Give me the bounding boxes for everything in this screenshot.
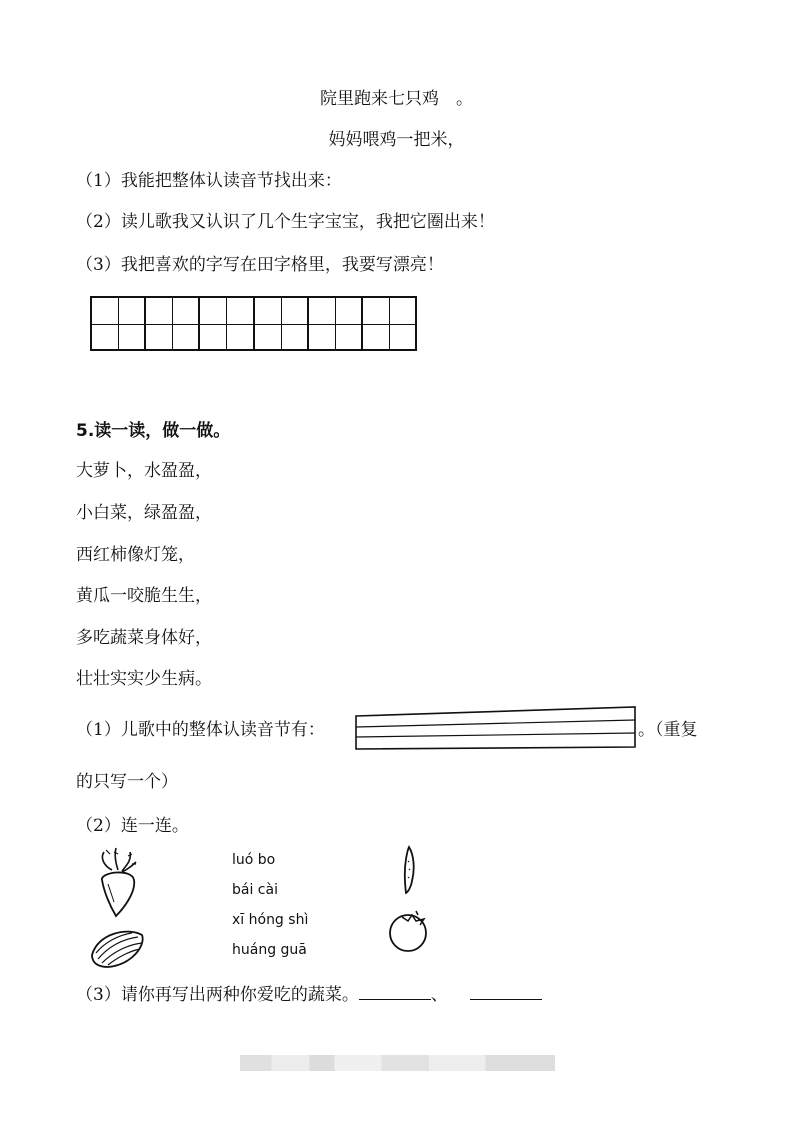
answer-blank-2[interactable]: [470, 985, 542, 1000]
q5-sub3-text: （3）请你再写出两种你爱吃的蔬菜。: [76, 985, 359, 1005]
tianzige-cell[interactable]: [92, 298, 146, 349]
cabbage-icon[interactable]: [88, 925, 148, 969]
q5-poem-line: 西红柿像灯笼，: [76, 545, 195, 565]
tianzige-cell[interactable]: [363, 298, 415, 349]
q5-poem-line: 大萝卜，水盈盈，: [76, 461, 212, 481]
q5-sub3-separator: 、: [430, 985, 448, 1005]
q5-poem-line: 壮壮实实少生病。: [76, 669, 212, 689]
q5-poem-line: 小白菜，绿盈盈，: [76, 503, 212, 523]
q5-sub2: （2）连一连。: [76, 816, 189, 836]
q4-item-3: （3）我把喜欢的字写在田字格里，我要写漂亮！: [76, 255, 444, 275]
tianzige-cell[interactable]: [146, 298, 200, 349]
pinyin-baicai[interactable]: bái cài: [232, 882, 278, 898]
tomato-icon[interactable]: [386, 905, 434, 953]
tianzige-cell[interactable]: [200, 298, 254, 349]
poem-line-1: 院里跑来七只鸡 。: [320, 89, 473, 109]
pinyin-huanggua[interactable]: huáng guā: [232, 942, 307, 958]
tianzige-grid[interactable]: [90, 296, 417, 351]
answer-blank-1[interactable]: [359, 985, 431, 1000]
q5-poem-line: 黄瓜一咬脆生生，: [76, 586, 212, 606]
q5-title: 5.读一读，做一做。: [76, 421, 231, 441]
tianzige-cell[interactable]: [309, 298, 363, 349]
radish-icon[interactable]: [92, 846, 144, 918]
pinyin-luobo[interactable]: luó bo: [232, 852, 276, 868]
poem-line-2: 妈妈喂鸡一把米，: [328, 130, 465, 150]
q5-sub1-prefix: （1）儿歌中的整体认读音节有：: [76, 720, 325, 740]
q4-item-2: （2）读儿歌我又认识了几个生字宝宝，我把它圈出来！: [76, 212, 495, 232]
q5-sub1-cont: 的只写一个）: [76, 772, 178, 792]
q5-sub3: [76, 984, 542, 1006]
q5-sub1-suffix: 。（重复: [638, 720, 698, 740]
cucumber-icon[interactable]: [400, 845, 420, 895]
pinyin-xihongshi[interactable]: xī hóng shì: [232, 912, 309, 928]
q5-poem-line: 多吃蔬菜身体好，: [76, 628, 212, 648]
q4-item-1: （1）我能把整体认读音节找出来：: [76, 171, 342, 191]
pinyin-writing-lines[interactable]: [355, 706, 636, 750]
footer-blurred-watermark: [240, 1055, 555, 1071]
tianzige-cell[interactable]: [255, 298, 309, 349]
